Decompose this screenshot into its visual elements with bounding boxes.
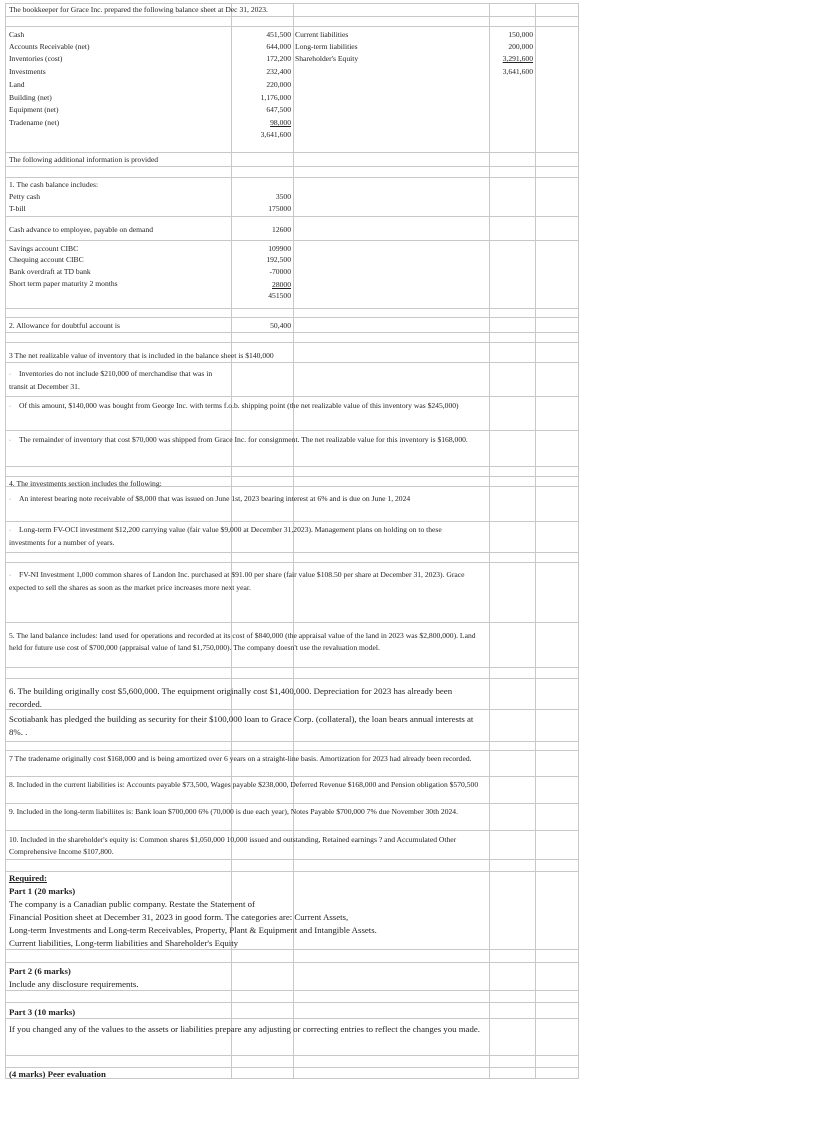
liability-value: 3,291,600 — [502, 54, 533, 63]
asset-value: 220,000 — [266, 80, 291, 89]
tradename-note: 7 The tradename originally cost $168,000 and is being amortized over 6 years on a straight-line basis. Amortization for 2023 had already been recorded. — [9, 754, 472, 763]
bullet-icon: · — [9, 497, 11, 503]
asset-value: 172,200 — [266, 54, 291, 63]
assets-total: 3,641,600 — [260, 130, 291, 139]
liability-label: Shareholder's Equity — [295, 54, 359, 63]
asset-value: 451,500 — [266, 30, 291, 39]
longterm-liabilities-note: 9. Included in the long-term liabiliites is: Bank loan $700,000 6% (70,000 is due each year), Notes Payable $700,000 7% due November 30th 2024. — [9, 807, 458, 816]
cash-item-label: Petty cash — [9, 192, 41, 201]
land-note: 5. The land balance includes: land used for operations and recorded at its cost of $840,000 (the appraisal value of the land in 2023 was $2,800,000). Land held for future use cost of $700,000 (appraisal value of land $1,750,000). The company doesn't use the revaluation model. — [9, 631, 476, 652]
investments-heading: 4. The investments section includes the following: — [9, 479, 162, 488]
investments-bullet-3: · FV-NI Investment 1,000 common shares of Landon Inc. purchased at $91.00 per share (fair value $108.50 per share at December 31, 2023). Grace expected to sell the shares as soon as the market price increases more next year. — [9, 570, 465, 592]
investments-bullet-2: · Long-term FV-OCI investment $12,200 carrying value (fair value $9,000 at December 31,2023). Management plans on holding on to these investments for a number of years. — [9, 525, 442, 547]
additional-info-heading: The following additional information is provided — [9, 155, 159, 164]
part2-text: Include any disclosure requirements. — [9, 979, 139, 989]
cash-advance-label: Cash advance to employee, payable on demand — [9, 225, 154, 234]
current-liabilities-note: 8. Included in the current liabilities is: Accounts payable $73,500, Wages payable $238,000, Deferred Revenue $168,000 and Pension obligation $570,500 — [9, 780, 479, 789]
cash-item-value: 175000 — [268, 204, 291, 213]
asset-label: Tradename (net) — [9, 118, 60, 127]
bullet-icon: · — [9, 528, 11, 534]
liability-value: 200,000 — [508, 42, 533, 51]
cash-heading: 1. The cash balance includes: — [9, 180, 99, 189]
inventory-bullet-3: · The remainder of inventory that cost $70,000 was shipped from Grace Inc. for consignment. The net realizable value for this inventory is $168,000. — [9, 434, 489, 447]
inventory-heading: 3 The net realizable value of inventory that is included in the balance sheet is $140,000 — [9, 351, 274, 360]
bullet-icon: · — [9, 404, 11, 410]
bullet-icon: · — [9, 372, 11, 378]
cash-total: 451500 — [268, 291, 291, 300]
spreadsheet — [5, 3, 579, 1079]
peer-evaluation: (4 marks) Peer evaluation — [9, 1069, 106, 1079]
cash-item-value: 3500 — [275, 192, 291, 201]
allowance-label: 2. Allowance for doubtful account is — [9, 321, 120, 330]
cash-advance-value: 12600 — [272, 225, 291, 234]
asset-value: 1,176,000 — [260, 93, 291, 102]
part1-line: Long-term Investments and Long-term Receivables, Property, Plant & Equipment and Intangible Assets. — [9, 925, 377, 935]
asset-value: 644,000 — [266, 42, 291, 51]
asset-label: Inventories (cost) — [9, 54, 63, 63]
allowance-value: 50,400 — [270, 321, 291, 330]
building-note: 6. The building originally cost $5,600,000. The equipment originally cost $1,400,000. Depreciation for 2023 has already been recorded. — [9, 686, 453, 709]
part1-line: The company is a Canadian public company. Restate the Statement of — [9, 899, 255, 909]
cash-item-value: -70000 — [269, 267, 291, 276]
equity-note: 10. Included in the shareholder's equity is: Common shares $1,050,000 10,000 issued and outstanding, Retained earnings ? and Accumulated Other Comprehensive Income $107,800. — [9, 835, 457, 856]
cash-item-label: Savings account CIBC — [9, 244, 79, 253]
part2-title: Part 2 (6 marks) — [9, 966, 71, 976]
asset-value: 647,500 — [266, 105, 291, 114]
asset-label: Cash — [9, 30, 25, 39]
part1-title: Part 1 (20 marks) — [9, 886, 76, 896]
liability-label: Current liabilities — [295, 30, 349, 39]
asset-label: Accounts Receivable (net) — [9, 42, 90, 51]
scotiabank-note: Scotiabank has pledged the building as security for their $100,000 loan to Grace Corp. (collateral), the loan bears annual interests at 8%. . — [9, 714, 474, 737]
cash-item-label: Bank overdraft at TD bank — [9, 267, 91, 276]
liability-label: Long-term liabilities — [295, 42, 358, 51]
part1-line: Current liabilities, Long-term liabilities and Shareholder's Equity — [9, 938, 239, 948]
liabilities-total: 3,641,600 — [502, 67, 533, 76]
asset-value: 232,400 — [266, 67, 291, 76]
investments-bullet-1: · An interest bearing note receivable of $8,000 that was issued on June 1st, 2023 bearing interest at 6% and is due on June 1, 2024 — [9, 493, 487, 506]
cash-item-value: 109900 — [268, 244, 291, 253]
cash-item-value: 28000 — [272, 280, 291, 289]
asset-label: Investments — [9, 67, 46, 76]
part1-line: Financial Position sheet at December 31, 2023 in good form. The categories are: Current Assets, — [9, 912, 349, 922]
cash-item-label: Short term paper maturity 2 months — [9, 279, 118, 288]
asset-value: 98,000 — [270, 118, 291, 127]
asset-label: Equipment (net) — [9, 105, 59, 114]
required-label: Required: — [9, 873, 47, 883]
inventory-bullet-2: · Of this amount, $140,000 was bought from George Inc. with terms f.o.b. shipping point (the net realizable value of this inventory was $245,000) — [9, 400, 485, 413]
cash-item-value: 192,500 — [266, 255, 291, 264]
asset-label: Land — [9, 80, 25, 89]
inventory-bullet-1: · Inventories do not include $210,000 of merchandise that was in transit at December 31. — [9, 369, 213, 391]
cash-item-label: Chequing account CIBC — [9, 255, 84, 264]
sheet-title: The bookkeeper for Grace Inc. prepared the following balance sheet at Dec 31, 2023. — [9, 5, 268, 14]
cash-item-label: T-bill — [9, 204, 26, 213]
part3-text: If you changed any of the values to the assets or liabilities prepare any adjusting or correcting entries to reflect the changes you made. — [9, 1024, 480, 1034]
asset-label: Building (net) — [9, 93, 52, 102]
bullet-icon: · — [9, 438, 11, 444]
liability-value: 150,000 — [508, 30, 533, 39]
part3-title: Part 3 (10 marks) — [9, 1007, 76, 1017]
bullet-icon: · — [9, 573, 11, 579]
